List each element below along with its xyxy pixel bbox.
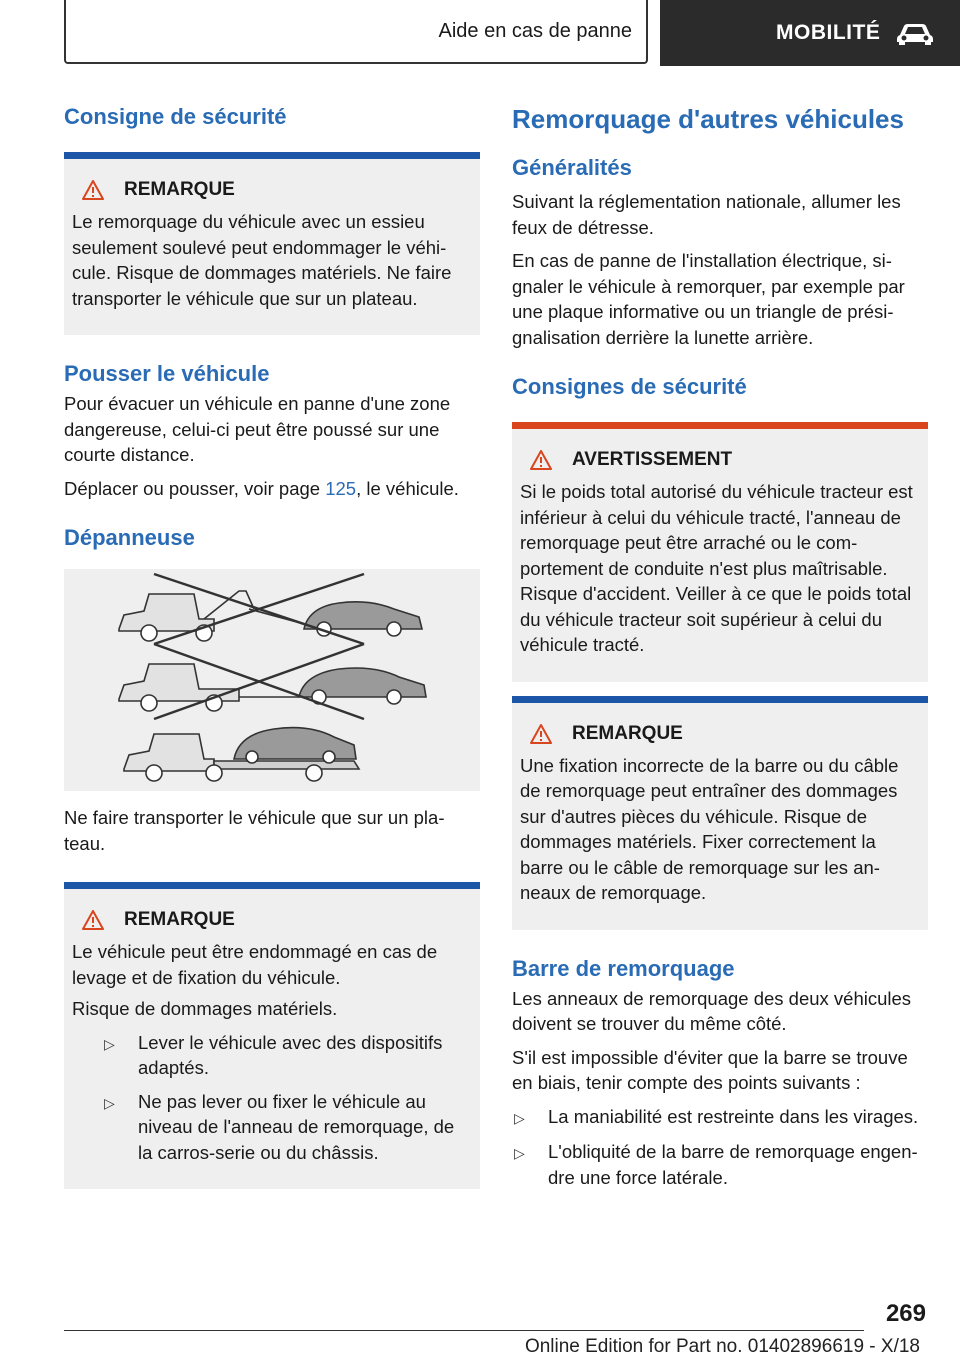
- warning-box: [512, 422, 928, 682]
- footer-edition: Online Edition for Part no. 01402896619 - X/18: [524, 1336, 920, 1357]
- push-paragraph: Pour évacuer un véhicule en panne d'une zone dangereuse, celui-ci peut être poussé sur une courte distance.: [64, 393, 451, 465]
- notice-title: REMARQUE: [572, 722, 683, 744]
- warning-triangle-icon: [530, 450, 552, 470]
- push-heading: Pousser le véhicule: [64, 361, 270, 386]
- bullet-triangle-icon: ▷: [514, 1145, 525, 1161]
- car-icon: [894, 21, 936, 45]
- bullet-triangle-icon: ▷: [514, 1109, 525, 1126]
- main-heading: Remorquage d'autres véhicules: [512, 104, 904, 134]
- header-chapter-title: MOBILITÉ: [776, 21, 881, 44]
- notice-title: REMARQUE: [124, 179, 235, 200]
- header-section-title: Aide en cas de panne: [438, 19, 632, 42]
- header-chapter-tab: [660, 0, 960, 66]
- warning-title: AVERTISSEMENT: [572, 449, 733, 470]
- header-section-tab: [64, 0, 648, 64]
- warning-text: Si le poids total autorisé du véhicule tracteur est inférieur à celui du véhicule tracté, l'anneau de remorquage peut être arraché ou le com-portement de conduite n'est plus maîtrisable. Risque d'accident. Veiller à ce que le poids total du véhicule tracteur soit supérieur à celui du véhicule tracté.: [520, 481, 913, 655]
- notice-box: [64, 882, 480, 1189]
- notice-text: Risque de dommages matériels.: [72, 998, 338, 1019]
- list-item: ▷ Lever le véhicule avec des dispositifs adaptés.: [72, 1030, 472, 1081]
- tow-truck-illustration: [64, 569, 480, 791]
- tow-truck-diagram: [64, 569, 480, 791]
- bullet-triangle-icon: ▷: [104, 1035, 115, 1052]
- safety-heading: Consigne de sécurité: [64, 104, 287, 129]
- page-link[interactable]: 125: [325, 477, 357, 499]
- tow-bar-heading: Barre de remorquage: [512, 955, 735, 981]
- safety-heading: Consignes de sécurité: [512, 374, 747, 399]
- notice-title: REMARQUE: [124, 909, 235, 930]
- general-paragraph: En cas de panne de l'installation électrique, si-gnaler le véhicule à remorquer, par exemple par une plaque informative ou un triangle de prési-gnalisation derrière la lunette arrière.: [512, 250, 905, 348]
- figure-caption: Ne faire transporter le véhicule que sur un pla-teau.: [64, 807, 445, 854]
- notice-text: Une fixation incorrecte de la barre ou du câble de remorquage peut entraîner des dommages sur d'autres pièces du véhicule. Risque de dommages matériels. Fixer correctement la barre ou le câble de remorquage sur les an-neaux de remorquage.: [520, 754, 899, 903]
- list-item: ▷ L'obliquité de la barre de remorquage engen-dre une force latérale.: [512, 1139, 928, 1190]
- page-number: 269: [885, 1300, 926, 1327]
- general-paragraph: Suivant la réglementation nationale, allumer les feux de détresse.: [512, 191, 901, 238]
- warning-triangle-icon: [82, 180, 104, 200]
- list-item: ▷ Ne pas lever ou fixer le véhicule au niveau de l'anneau de remorquage, de la carros-serie ou du châssis.: [72, 1089, 472, 1166]
- left-column: [64, 100, 480, 1189]
- warning-triangle-icon: [82, 910, 104, 930]
- warning-triangle-icon: [530, 724, 552, 744]
- tow-bar-paragraph: Les anneaux de remorquage des deux véhicules doivent se trouver du même côté.: [512, 987, 912, 1034]
- notice-box: [64, 152, 480, 335]
- notice-text: Le véhicule peut être endommagé en cas de levage et de fixation du véhicule.: [72, 941, 438, 988]
- footer-divider: [64, 1330, 864, 1331]
- tow-truck-heading: Dépanneuse: [64, 525, 195, 550]
- general-heading: Généralités: [512, 155, 632, 180]
- push-reference: Déplacer ou pousser, voir page 125, le véhicule.: [64, 477, 459, 499]
- tow-bar-paragraph: S'il est impossible d'éviter que la barre se trouve en biais, tenir compte des points suivants :: [512, 1046, 908, 1093]
- bullet-triangle-icon: ▷: [104, 1094, 115, 1111]
- notice-box: [512, 696, 928, 930]
- right-column: [512, 100, 928, 1190]
- list-item: ▷ La maniabilité est restreinte dans les virages.: [512, 1104, 928, 1132]
- notice-text: Le remorquage du véhicule avec un essieu seulement soulevé peut endommager le véhi-cule. Risque de dommages matériels. Ne faire transporter le véhicule que sur un plateau.: [72, 211, 452, 309]
